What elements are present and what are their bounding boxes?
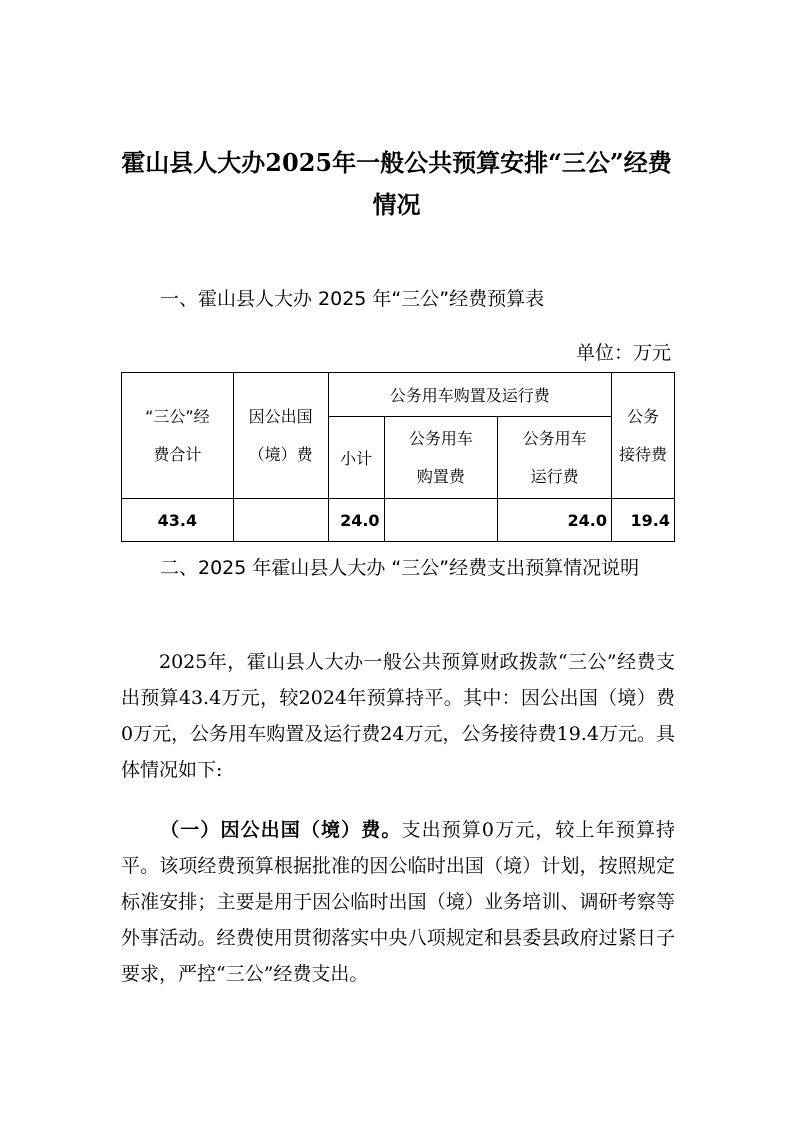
header-subtotal: 小计 bbox=[328, 417, 384, 499]
header-abroad bbox=[233, 373, 328, 499]
cell-operation: 24.0 bbox=[498, 499, 612, 542]
paragraph-abroad-text: 支出预算0万元，较上年预算持平。该项经费预算根据批准的因公临时出国（境）计划，按照规定标准安排；主要是用于因公临时出国（境）业务培训、调研考察等外事活动。经费使用贯彻落实中央八项规定和县委县政府过紧日子要求，严控“三公”经费支出。 bbox=[121, 819, 675, 985]
paragraph-abroad bbox=[121, 812, 675, 992]
title-line-1: 霍山县人大办2025年一般公共预算安排“三公”经费 bbox=[121, 148, 672, 177]
section-1-heading: 一、霍山县人大办 2025 年“三公”经费预算表 bbox=[160, 288, 545, 310]
header-operation bbox=[498, 417, 612, 499]
paragraph-summary-text: 2025年，霍山县人大办一般公共预算财政拨款“三公”经费支出预算43.4万元，较2024年预算持平。其中：因公出国（境）费0万元，公务用车购置及运行费24万元，公务接待费19.4万元。具体情况如下: bbox=[121, 651, 675, 781]
unit-label: 单位：万元 bbox=[575, 342, 671, 364]
cell-purchase bbox=[384, 499, 498, 542]
budget-table bbox=[121, 372, 675, 542]
header-abroad-line-2: （境）费 bbox=[248, 444, 313, 464]
header-reception bbox=[612, 373, 675, 499]
paragraph-abroad-heading: （一）因公出国（境）费。 bbox=[159, 819, 402, 841]
header-operation-line-2: 运行费 bbox=[530, 466, 579, 486]
header-vehicle-group: 公务用车购置及运行费 bbox=[328, 373, 611, 417]
cell-total: 43.4 bbox=[122, 499, 234, 542]
cell-abroad bbox=[233, 499, 328, 542]
cell-reception: 19.4 bbox=[612, 499, 675, 542]
header-purchase bbox=[384, 417, 498, 499]
title-line-2: 情况 bbox=[372, 190, 421, 219]
paragraph-summary bbox=[121, 644, 675, 788]
section-2-heading: 二、2025 年霍山县人大办 “三公”经费支出预算情况说明 bbox=[160, 557, 640, 579]
page-title bbox=[100, 142, 693, 226]
header-operation-line-1: 公务用车 bbox=[522, 428, 587, 448]
header-purchase-line-1: 公务用车 bbox=[408, 428, 473, 448]
header-total bbox=[122, 373, 234, 499]
header-reception-line-2: 接待费 bbox=[619, 444, 668, 464]
header-reception-line-1: 公务 bbox=[627, 406, 660, 426]
table-row bbox=[122, 499, 675, 542]
cell-subtotal: 24.0 bbox=[328, 499, 384, 542]
header-total-line-2: 费合计 bbox=[153, 444, 202, 464]
header-total-line-1: “三公”经 bbox=[145, 406, 210, 426]
header-abroad-line-1: 因公出国 bbox=[248, 406, 313, 426]
header-purchase-line-2: 购置费 bbox=[416, 466, 465, 486]
